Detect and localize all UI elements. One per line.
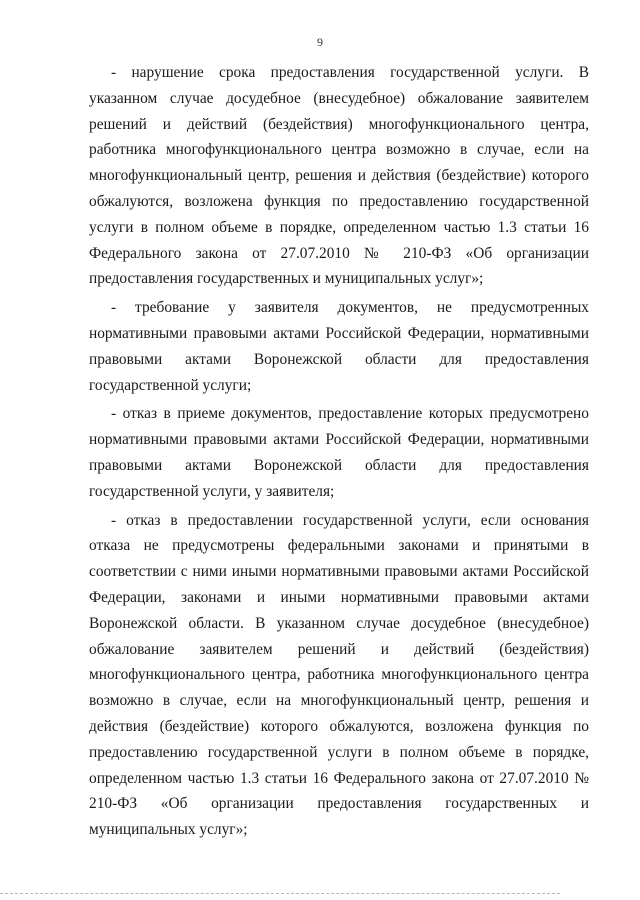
paragraph-service-refusal: - отказ в предоставлении государственной услуги, если основания отказа не предусмотрены федеральными законами и принятыми в соответствии с ними иными нормативными правовыми актами Российской Федерации, законами и иными нормативными правовыми актами Воронежской области. В указанном случае досудебное (внесудебное) обжалование заявителем решений и действий (бездействия) многофункционального центра, работника многофункционального центра возможно в случае, если на многофункциональный центр, решения и действия (бездействие) которого обжалуются, возложена функция по предоставлению государственной услуги в полном объеме в порядке, определенном частью 1.3 статьи 16 Федерального закона от 27.07.2010 № 210-ФЗ «Об организации предоставления государственных и муниципальных услуг»; [89,511,589,839]
page-number: 9 [317,35,323,49]
paragraph-document-requirement: - требование у заявителя документов, не предусмотренных нормативными правовыми актами Российской Федерации, нормативными правовыми актами Воронежской области для предоставления государственной услуги; [89,299,589,394]
document-body [89,60,589,846]
paragraph-document-acceptance-refusal: - отказ в приеме документов, предоставление которых предусмотрено нормативными правовыми актами Российской Федерации, нормативными правовыми актами Воронежской области для предоставления государственной услуги, у заявителя; [89,405,589,500]
scan-edge-divider [0,893,560,894]
paragraph-deadline-violation: - нарушение срока предоставления государственной услуги. В указанном случае досудебное (внесудебное) обжалование заявителем решений и действий (бездействия) многофункционального центра, работника многофункционального центра возможно в случае, если на многофункциональный центр, решения и действия (бездействие) которого обжалуются, возложена функция по предоставлению государственной услуги в полном объеме в порядке, определенном частью 1.3 статьи 16 Федерального закона от 27.07.2010 № 210-ФЗ «Об организации предоставления государственных и муниципальных услуг»; [89,64,589,288]
